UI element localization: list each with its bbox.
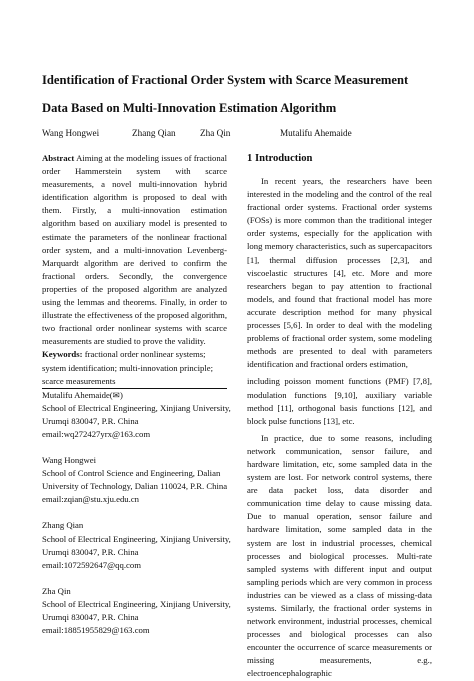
affiliation-name: Mutalifu Ahemaide(✉) <box>42 389 123 400</box>
abstract-text: Aiming at the modeling issues of fractional order Hammerstein system with scarce measurements, a novel multi-innovation hybrid identification algorithm is proposed to deal with them. Firstly, a multi-innovation estimation algorithm based on auxiliary model is presented to estimate the parameters of the nonlinear fractional order system, and a multi-innovation Levenberg-Marquardt algorithm are derived to confirm the fractional orders. Secondly, the convergence properties of the proposed algorithm are analyzed using the lemmas and theorems. Finally, in order to illustrate the effectiveness of the proposed algorithm, two fractional order nonlinear systems with scarce measurements are studied to prove the validity. <box>42 153 227 347</box>
two-column-body <box>42 152 432 681</box>
affiliation-block <box>42 519 231 571</box>
affiliation-email: email:zqian@stu.xju.edu.cn <box>42 494 140 505</box>
affiliation-line: Urumqi 830047, P.R. China <box>42 415 139 426</box>
author-name: Wang Hongwei <box>42 128 100 138</box>
affiliation-line: School of Electrical Engineering, Xinjiang University, <box>42 533 231 544</box>
affiliation-name: Wang Hongwei <box>42 455 97 466</box>
intro-paragraph: including poisson moment functions (PMF) [7,8], modulation functions [9,10], auxiliary variable method [11], orthogonal basis functions [12], and block pulse functions [13], etc. <box>247 376 432 426</box>
keywords-label: Keywords: <box>42 349 83 360</box>
affiliation-name: Zha Qin <box>42 585 71 596</box>
intro-paragraph: In practice, due to some reasons, including network communication, sensor failure, and hardware limitation, etc, some sampled data in the system are lost. For network control systems, there are data packet loss, data disorder and communication time delay to cause missing data. Due to manual operation, sensor failure and hardware limitation, some sampled data in the system are lost in industrial processes, chemical processes and biological processes. Multi-rate sampled systems with different input and output sampling periods which are very common in process industries can be viewed as a class of missing-data systems. Similarly, the fractional order systems in network environment, industrial processes, chemical processes and biological processes can also encounter the occurrence of scarce measurements or missing measurements, e.g., electroencephalographic <box>247 432 432 679</box>
affiliation-block <box>42 454 227 506</box>
affiliation-line: School of Electrical Engineering, Xinjiang University, <box>42 402 231 413</box>
intro-paragraph: In recent years, the researchers have been interested in the modeling and the control of the real fractional order systems. Fractional order systems (FOSs) is more common than the traditional integer order systems, especially for the application with long memory characteristics, such as supercapacitors [1], thermal diffusion processes [2,3], and viscoelastic structures [4], etc. More and more researchers began to pay attention to fractional models, and found that fractional model has more accurate description method for many physical processes [5,6]. In order to deal with the modeling problems of fractional order system, some modeling methods are presented to deal with parameters identification and fractional orders estimation, <box>247 176 432 370</box>
author-list <box>42 128 432 138</box>
paper-title: Identification of Fractional Order System with Scarce Measurement Data Based on Multi-Innovation Estimation Algorithm <box>42 73 409 115</box>
left-column <box>42 152 231 681</box>
affiliation-email: email:1072592647@qq.com <box>42 559 141 570</box>
affiliation-email: email:18851955829@163.com <box>42 625 150 636</box>
section-heading: 1 Introduction <box>247 153 313 164</box>
author-name: Zhang Qian <box>132 128 176 138</box>
affiliation-name: Zhang Qian <box>42 520 84 531</box>
affiliation-line: Urumqi 830047, P.R. China <box>42 612 139 622</box>
affiliation-block <box>42 389 231 441</box>
abstract-label: Abstract <box>42 153 75 163</box>
affiliation-line: Urumqi 830047, P.R. China <box>42 546 139 557</box>
author-name: Zha Qin <box>200 128 231 138</box>
abstract <box>42 152 227 348</box>
affiliation-line: School of Control Science and Engineering, Dalian <box>42 468 221 479</box>
affiliation-line: University of Technology, Dalian 110024, P.R. China <box>42 481 228 492</box>
keywords-text: fractional order nonlinear systems; system identification; multi-innovation principle; scarce measurements <box>42 349 214 386</box>
affiliation-block <box>42 585 231 637</box>
affiliation-email: email:wq272427yrx@163.com <box>42 428 151 439</box>
affiliation-line: School of Electrical Engineering, Xinjiang University, <box>42 598 231 609</box>
keywords <box>42 348 227 388</box>
author-name: Mutalifu Ahemaide <box>280 128 352 138</box>
right-column <box>247 152 432 681</box>
